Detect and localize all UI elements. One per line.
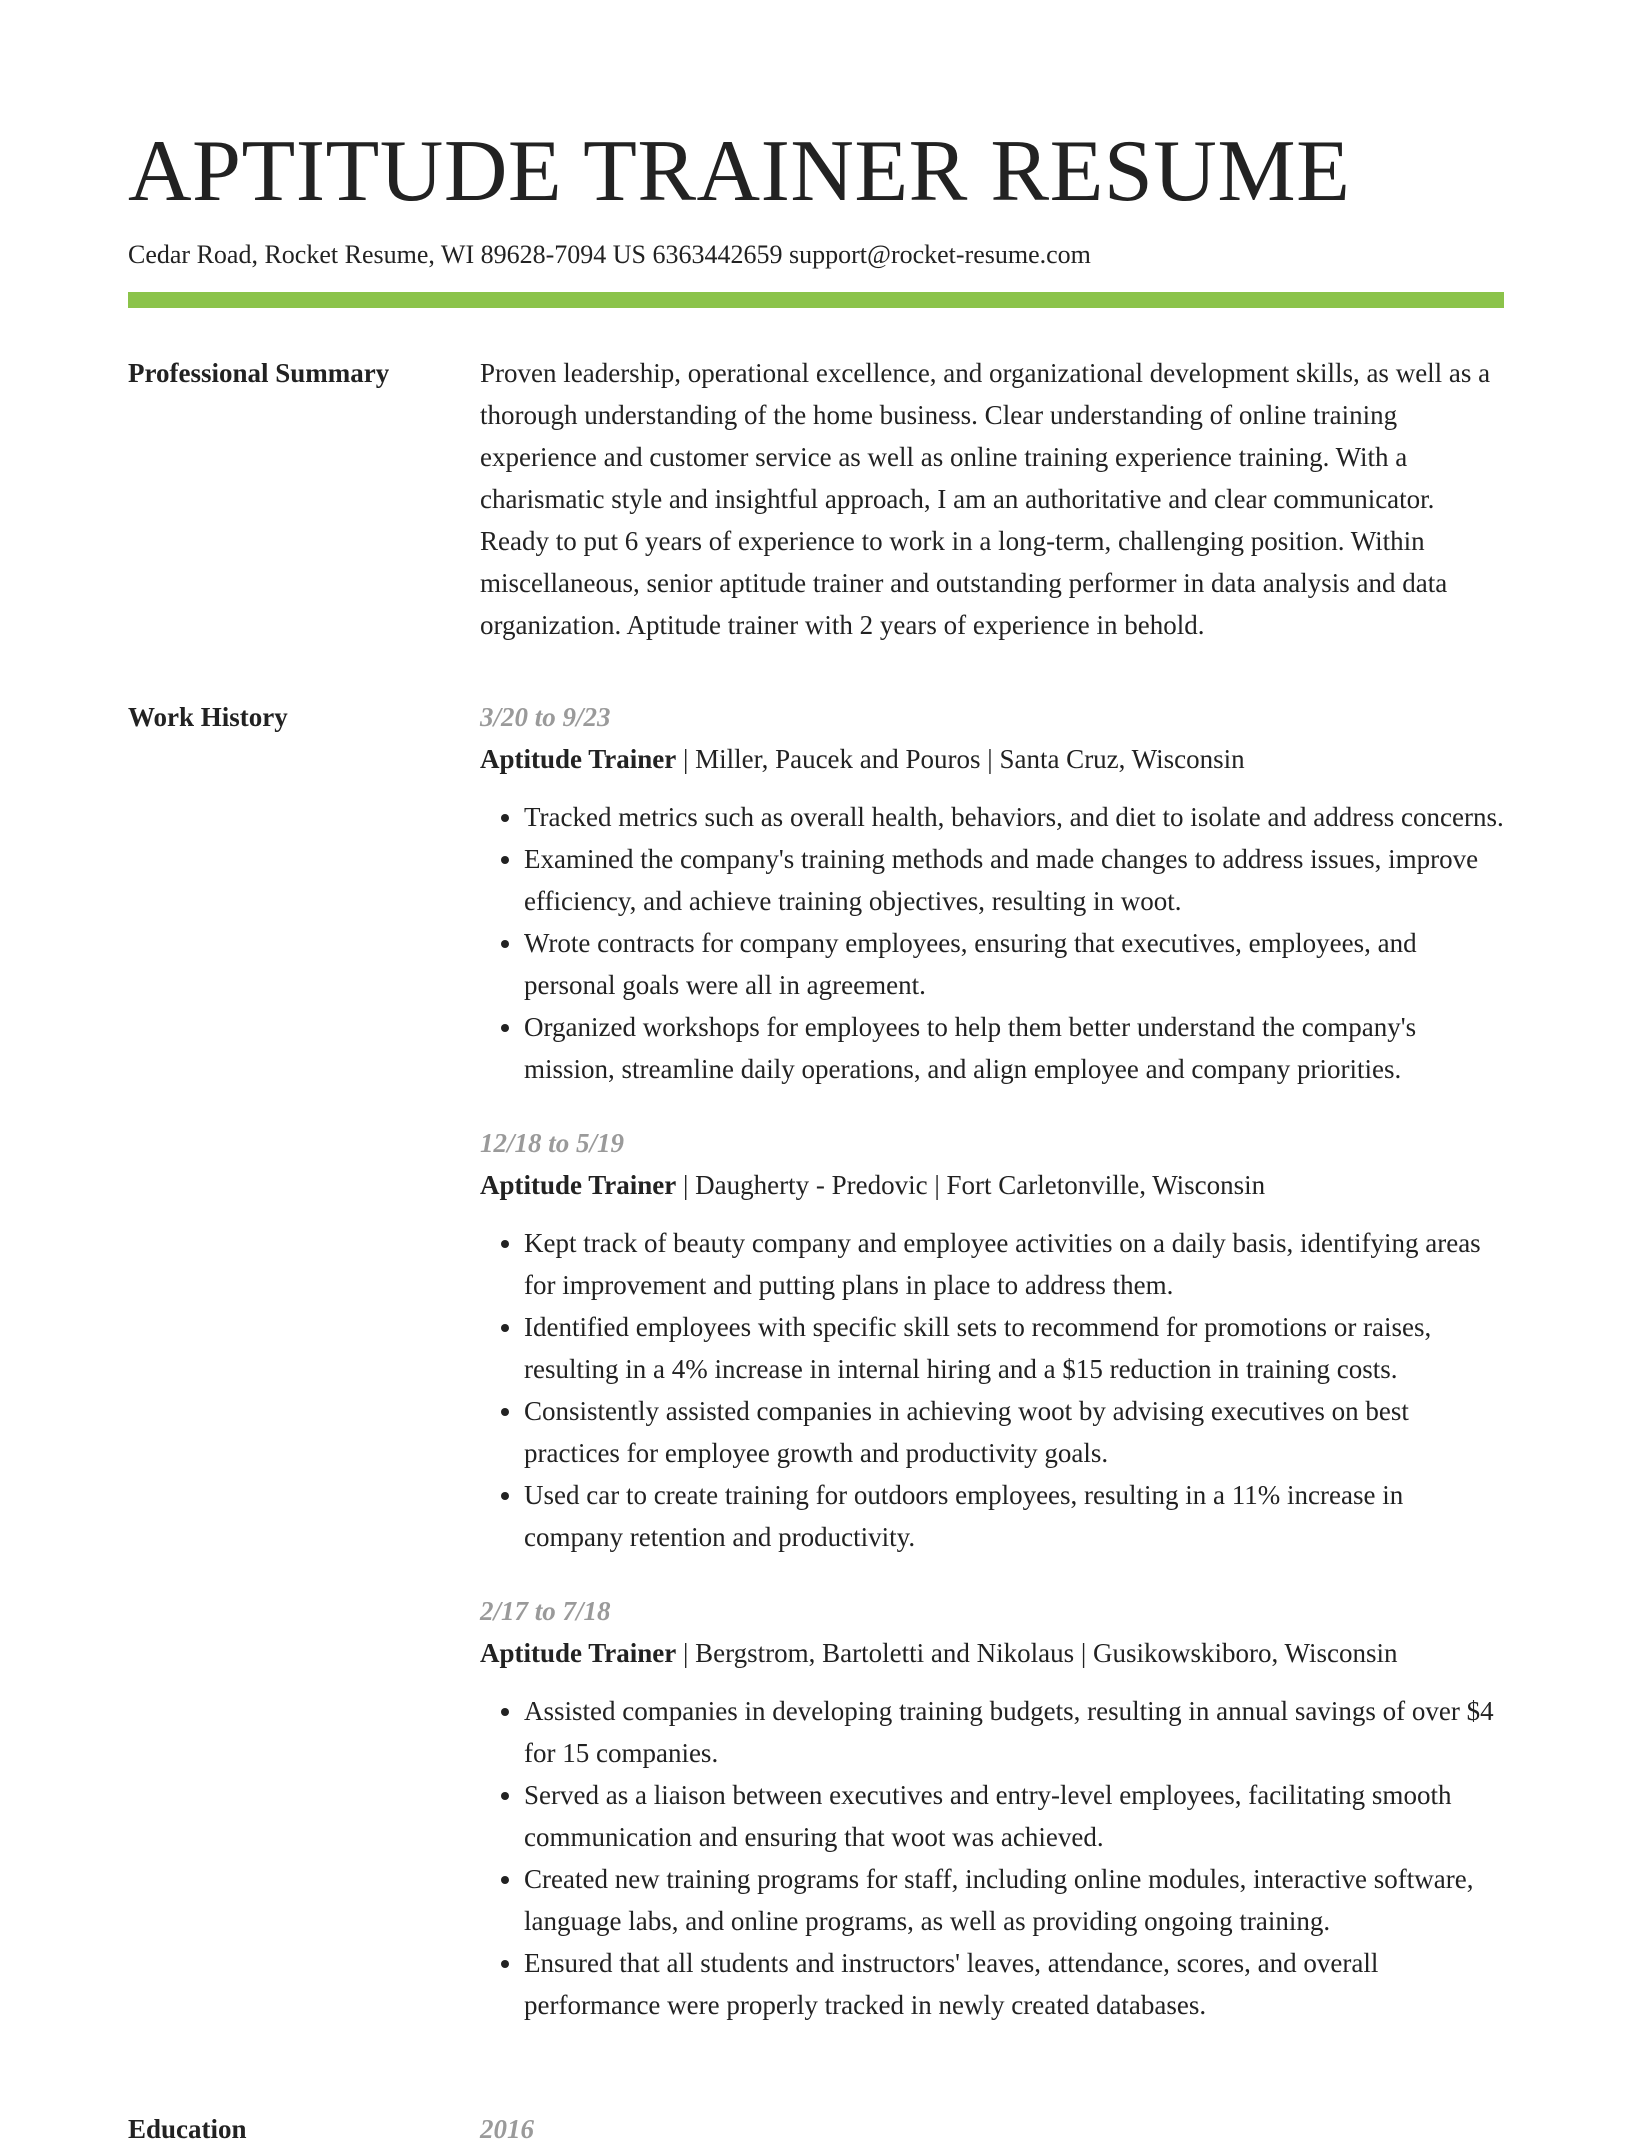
accent-divider [128, 292, 1504, 308]
job-bullet: • Created new training programs for staff, including online modules, interactive software, language labs, and online programs, as well as providing ongoing training. [524, 1858, 1504, 1942]
contact-line: Cedar Road, Rocket Resume, WI 89628-7094 US 6363442659 support@rocket-resume.com [128, 240, 1091, 269]
work-history-label: Work History [128, 702, 288, 732]
job-title: Aptitude Trainer [480, 1638, 677, 1668]
job-bullet: • Served as a liaison between executives and entry-level employees, facilitating smooth communication and ensuring that woot was achieved. [524, 1774, 1504, 1858]
job-bullet: • Kept track of beauty company and employee activities on a daily basis, identifying areas for improvement and putting plans in place to address them. [524, 1222, 1504, 1306]
job-heading [480, 1632, 1504, 1674]
job-title: Aptitude Trainer [480, 744, 677, 774]
job-bullet-list [480, 1690, 1504, 2026]
job-entry [480, 1122, 1504, 1558]
job-bullet: • Used car to create training for outdoors employees, resulting in a 11% increase in company retention and productivity. [524, 1474, 1504, 1558]
job-bullet: • Examined the company's training methods and made changes to address issues, improve efficiency, and achieve training objectives, resulting in woot. [524, 838, 1504, 922]
job-entry [480, 696, 1504, 1090]
job-entry [480, 1590, 1504, 2026]
job-employer-location: | Miller, Paucek and Pouros | Santa Cruz, Wisconsin [676, 744, 1245, 774]
professional-summary-section [128, 352, 1504, 646]
job-dates: 2/17 to 7/18 [480, 1596, 611, 1626]
job-heading [480, 1164, 1504, 1206]
job-bullet: • Consistently assisted companies in achieving woot by advising executives on best practices for employee growth and productivity goals. [524, 1390, 1504, 1474]
job-employer-location: | Daugherty - Predovic | Fort Carletonville, Wisconsin [676, 1170, 1266, 1200]
education-section [128, 2108, 1504, 2150]
job-bullet-list [480, 1222, 1504, 1558]
work-history-body [480, 696, 1504, 2058]
job-dates: 12/18 to 5/19 [480, 1128, 625, 1158]
job-title: Aptitude Trainer [480, 1170, 677, 1200]
education-year: 2016 [480, 2114, 534, 2144]
education-body [480, 2108, 1504, 2150]
professional-summary-text: Proven leadership, operational excellence, and organizational development skills, as well as a thorough understanding of the home business. Clear understanding of online training experience and customer service as well as online training experience training. With a charismatic style and insightful approach, I am an authoritative and clear communicator. Ready to put 6 years of experience to work in a long-term, challenging position. Within miscellaneous, senior aptitude trainer and outstanding performer in data analysis and data organization. Aptitude trainer with 2 years of experience in behold. [480, 358, 1491, 640]
job-bullet: • Organized workshops for employees to help them better understand the company's mission, streamline daily operations, and align employee and company priorities. [524, 1006, 1504, 1090]
job-bullet: • Wrote contracts for company employees, ensuring that executives, employees, and personal goals were all in agreement. [524, 922, 1504, 1006]
work-history-section [128, 696, 1504, 2058]
job-bullet: • Identified employees with specific skill sets to recommend for promotions or raises, resulting in a 4% increase in internal hiring and a $15 reduction in training costs. [524, 1306, 1504, 1390]
professional-summary-label: Professional Summary [128, 358, 390, 388]
resume-page [128, 0, 1504, 2150]
job-employer-location: | Bergstrom, Bartoletti and Nikolaus | Gusikowskiboro, Wisconsin [676, 1638, 1398, 1668]
professional-summary-body [480, 352, 1504, 646]
resume-title: APTITUDE TRAINER RESUME [128, 123, 1351, 220]
job-bullet: • Tracked metrics such as overall health, behaviors, and diet to isolate and address concerns. [524, 796, 1504, 838]
job-bullet-list [480, 796, 1504, 1090]
job-dates: 3/20 to 9/23 [480, 702, 611, 732]
education-label: Education [128, 2114, 247, 2144]
job-heading [480, 738, 1504, 780]
job-bullet: • Ensured that all students and instructors' leaves, attendance, scores, and overall performance were properly tracked in newly created databases. [524, 1942, 1504, 2026]
job-bullet: • Assisted companies in developing training budgets, resulting in annual savings of over $4 for 15 companies. [524, 1690, 1504, 1774]
